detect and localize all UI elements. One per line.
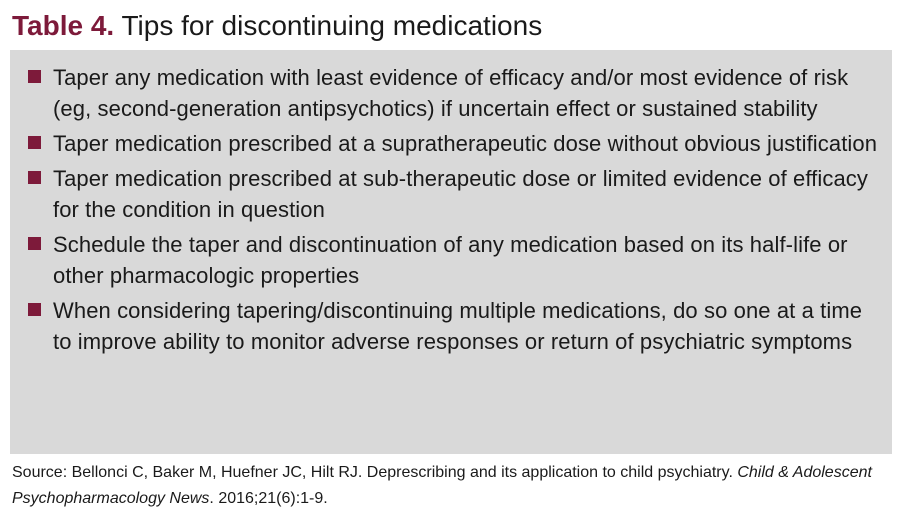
tips-box: [10, 50, 892, 454]
square-bullet-icon: [28, 237, 41, 250]
tips-list: [28, 62, 880, 357]
source-prefix: Source: Bellonci C, Baker M, Huefner JC, Hilt RJ. Deprescribing and its application to child psychiatry.: [12, 464, 738, 481]
table-title: [12, 8, 542, 44]
square-bullet-icon: [28, 70, 41, 83]
tip-item: [28, 229, 880, 291]
tip-item: [28, 62, 880, 124]
tip-text: Schedule the taper and discontinuation of any medication based on its half-life or other pharmacologic properties: [53, 232, 848, 288]
tip-text: When considering tapering/discontinuing multiple medications, do so one at a time to improve ability to monitor adverse responses or return of psychiatric symptoms: [53, 298, 863, 354]
tip-text: Taper medication prescribed at sub-therapeutic dose or limited evidence of efficacy for the condition in question: [53, 166, 868, 222]
square-bullet-icon: [28, 136, 41, 149]
square-bullet-icon: [28, 303, 41, 316]
table-number: Table 4.: [12, 10, 115, 41]
square-bullet-icon: [28, 171, 41, 184]
tip-item: [28, 295, 880, 357]
source-journal: Child & Adolescent Psychopharmacology News: [12, 464, 872, 507]
tip-item: [28, 163, 880, 225]
tip-item: [28, 128, 880, 159]
tip-text: Taper medication prescribed at a supratherapeutic dose without obvious justification: [53, 131, 878, 156]
source-suffix: . 2016;21(6):1-9.: [209, 490, 328, 507]
source-citation: [12, 460, 892, 512]
table-heading: Tips for discontinuing medications: [121, 10, 543, 41]
tip-text: Taper any medication with least evidence of efficacy and/or most evidence of risk (eg, second-generation antipsychotics) if uncertain effect or sustained stability: [53, 65, 849, 121]
